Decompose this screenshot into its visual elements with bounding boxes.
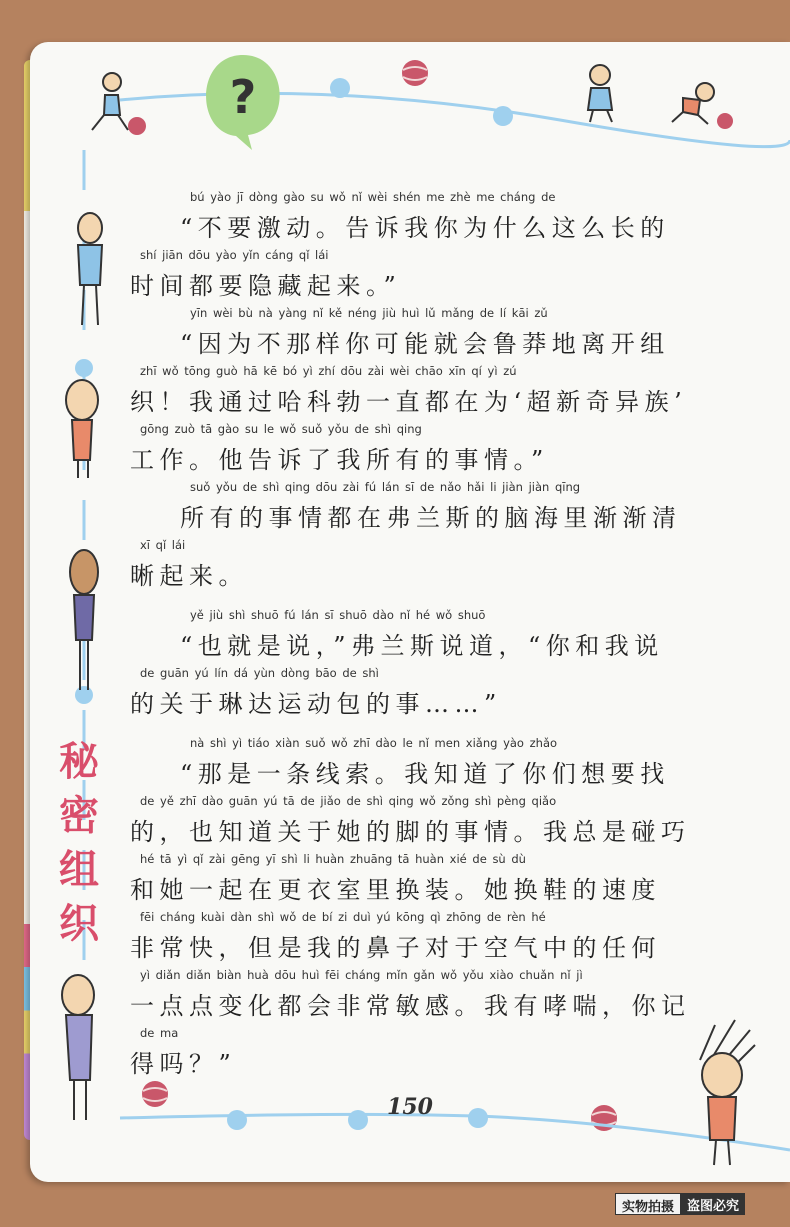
pinyin-line: suǒ yǒu de shì qing dōu zài fú lán sī de nǎo hǎi li jiàn jiàn qīng (190, 480, 581, 494)
text-line: 的关于琳达运动包的事……” (130, 690, 502, 718)
ball-icon (402, 60, 428, 86)
pinyin-line: bú yào jī dòng gào su wǒ nǐ wèi shén me zhè me cháng de (190, 190, 556, 204)
running-boy-icon (92, 73, 128, 130)
text-line: “因为不那样你可能就会鲁莽地离开组 (180, 330, 670, 358)
text-line: 晰起来。 (130, 562, 248, 590)
pinyin-line: zhī wǒ tōng guò hā kē bó yì zhí dōu zài wèi chāo xīn qí yì zú (140, 364, 517, 378)
text-line: 时间都要隐藏起来。” (130, 272, 402, 300)
text-line: 所有的事情都在弗兰斯的脑海里渐渐清 (180, 504, 682, 532)
pinyin-line: nà shì yì tiáo xiàn suǒ wǒ zhī dào le nǐ men xiǎng yào zhǎo (190, 736, 558, 750)
text-line: 和她一起在更衣室里换装。她换鞋的速度 (130, 876, 661, 904)
ball-icon-3 (717, 113, 733, 129)
walking-boy-icon (588, 65, 612, 122)
running-man-icon (672, 83, 714, 124)
left-blue-dot (75, 359, 93, 377)
tall-man-icon (62, 975, 94, 1120)
left-blue-dot-2 (75, 686, 93, 704)
text-line: 工作。他告诉了我所有的事情。” (130, 446, 549, 474)
shouting-man-icon (66, 380, 98, 478)
pinyin-line: de guān yú lín dá yùn dòng bāo de shì (140, 666, 379, 680)
question-mark: ? (229, 70, 257, 124)
pinyin-line: xī qǐ lái (140, 538, 186, 552)
pinyin-line: gōng zuò tā gào su le wǒ suǒ yǒu de shì qing (140, 422, 422, 436)
text-line: 得吗？” (130, 1050, 237, 1078)
watermark-right: 盗图必究 (681, 1193, 745, 1215)
text-line: 非常快，但是我的鼻子对于空气中的任何 (130, 934, 661, 962)
ball-icon-2 (128, 117, 146, 135)
watermark (615, 1193, 745, 1215)
bottom-blue-dot (227, 1110, 247, 1130)
pinyin-line: yīn wèi bù nà yàng nǐ kě néng jiù huì lǔ mǎng de lí kāi zǔ (190, 306, 548, 320)
text-line: “那是一条线索。我知道了你们想要找 (180, 760, 670, 788)
page-number: 150 (387, 1094, 433, 1120)
pinyin-line: hé tā yì qǐ zài gēng yī shì li huàn zhuāng tā huàn xié de sù dù (140, 852, 526, 866)
text-line: 的，也知道关于她的脚的事情。我总是碰巧 (130, 818, 691, 846)
text-line: 织！我通过哈科勃一直都在为‘超新奇异族’ (130, 388, 688, 416)
text-line: “不要激动。告诉我你为什么这么长的 (180, 214, 670, 242)
top-blue-dot-2 (493, 106, 513, 126)
boy-with-glasses-icon (78, 213, 102, 325)
top-blue-dot (330, 78, 350, 98)
bottom-decorative-line (120, 1114, 790, 1150)
text-line: “也就是说，”弗兰斯说道，“你和我说 (180, 632, 664, 660)
bottom-blue-dot-3 (468, 1108, 488, 1128)
text-line: 一点点变化都会非常敏感。我有哮喘，你记 (130, 992, 691, 1020)
book-title-vertical: 秘密组织 (59, 739, 99, 947)
bottom-blue-dot-2 (348, 1110, 368, 1130)
watermark-left: 实物拍摄 (615, 1193, 681, 1215)
pinyin-line: fēi cháng kuài dàn shì wǒ de bí zi duì yú kōng qì zhōng de rèn hé (140, 910, 546, 924)
pinyin-line: yì diǎn diǎn biàn huà dōu huì fēi cháng mǐn gǎn wǒ yǒu xiào chuǎn nǐ jì (140, 968, 583, 982)
pinyin-line: de yě zhī dào guān yú tā de jiǎo de shì qing wǒ zǒng shì pèng qiǎo (140, 794, 557, 808)
pinyin-line: shí jiān dōu yào yǐn cáng qǐ lái (140, 248, 329, 262)
pinyin-line: de ma (140, 1026, 179, 1040)
ball-icon-4 (142, 1081, 168, 1107)
pinyin-line: yě jiù shì shuō fú lán sī shuō dào nǐ hé wǒ shuō (190, 608, 486, 622)
